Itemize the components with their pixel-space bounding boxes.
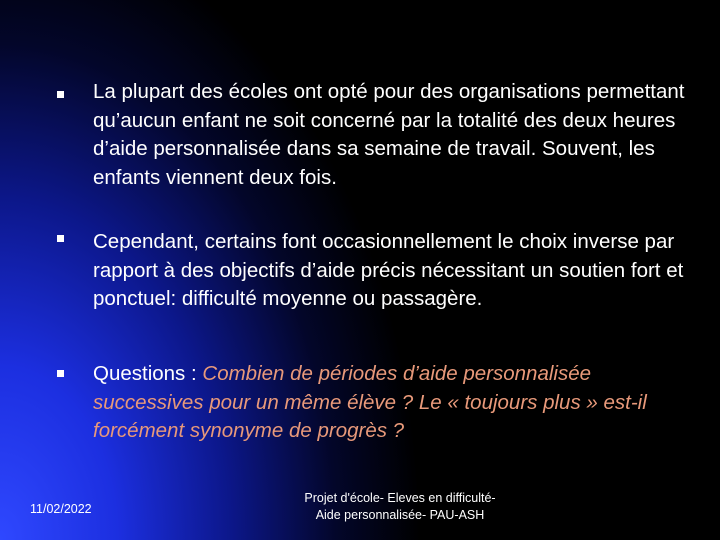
questions-text: Combien de périodes d’aide personnalisée successives pour un même élève ? Le « toujours plus » est-il forcément synonyme de progrès ? (93, 362, 647, 442)
footer-title (270, 490, 530, 524)
bullet-text-2: Cependant, certains font occasionnellement le choix inverse par rapport à des objectifs d’aide précis nécessitant un soutien fort et ponctuel: difficulté moyenne ou passagère. (93, 230, 684, 310)
questions-label: Questions : (93, 362, 203, 385)
footer-title-line-2: Aide personnalisée- PAU-ASH (315, 508, 485, 522)
bullet-text-1: La plupart des écoles ont opté pour des organisations permettant qu’aucun enfant ne soit concerné par la totalité des deux heures d’aide personnalisée dans sa semaine de travail. Souvent, les enfants viennent deux fois. (93, 80, 685, 189)
footer-title-line-1: Projet d'école- Eleves en difficulté- (304, 491, 496, 505)
bullet-text-3 (93, 360, 693, 446)
square-bullet-icon (57, 91, 64, 98)
footer-date: 11/02/2022 (30, 502, 92, 516)
square-bullet-icon (57, 370, 64, 377)
square-bullet-icon (57, 235, 64, 242)
